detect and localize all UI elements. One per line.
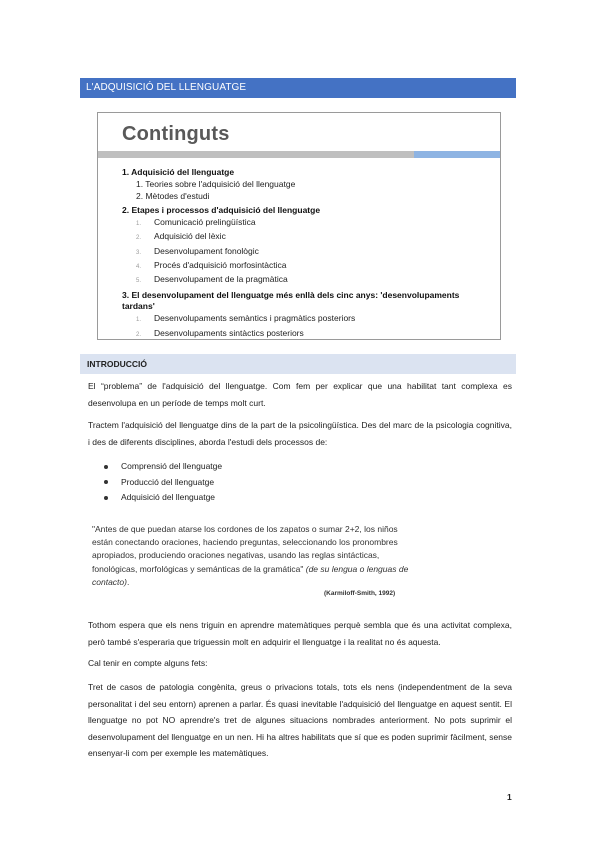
toc-item-label: Comunicació prelingüística — [154, 217, 256, 227]
bullet-icon — [104, 480, 108, 484]
toc-section: 3. El desenvolupament del llenguatge més enllà dels cinc anys: 'desenvolupaments tardans' — [122, 290, 460, 312]
toc-item — [122, 245, 494, 259]
bullet-icon — [104, 465, 108, 469]
quote-text: "Antes de que puedan atarse los cordones de los zapatos o sumar 2+2, los niños están conectando oraciones, haciendo preguntas, seleccionando los pronombres apropiados, produciendo oraciones negativas, usando las reglas sintácticas, fonológicas, morfológicas y semánticas de la gramática" — [92, 524, 398, 574]
quote-emphasis: (de su lengua o lenguas de contacto) — [92, 563, 409, 587]
toc-item-number: 2. — [136, 235, 142, 242]
toc-item-label: Desenvolupaments sintàctics posteriors — [154, 327, 304, 338]
quote-citation: (Karmiloff-Smith, 1992) — [324, 590, 396, 597]
toc-item-label: Procés d'adquisició morfosintàctica — [154, 259, 287, 270]
toc-item-number: 1. — [136, 317, 142, 324]
toc-item — [122, 327, 494, 341]
body-paragraph-5: Tret de casos de patologia congènita, greus o privacions totals, tots els nens (independentment de la seva personalitat i del seu entorn) aprenen a parlar. És quasi inevitable l'adquisició del llenguatge en aquest sentit. El llenguatge no pot NO aprendre's tret de algunes situacions nombrades anteriorment. No pots suprimir el desenvolupament del llenguatge en un nen. Hi ha altres habilitats que sí que es poden suprimir fàcilment, sense ensenyar-li com per exemple les matemàtiques. — [88, 682, 512, 758]
list-item-label: Adquisició del llenguatge — [121, 492, 216, 502]
table-of-contents — [122, 167, 494, 341]
toc-item — [122, 259, 494, 273]
toc-item — [122, 216, 494, 230]
page-number: 1 — [507, 792, 512, 802]
toc-item-label: Desenvolupament fonològic — [154, 245, 259, 256]
toc-item — [122, 230, 494, 244]
toc-item-number: 2. — [136, 331, 142, 338]
list-item-label: Comprensió del llenguatge — [121, 461, 223, 471]
list-item — [104, 490, 222, 506]
body-paragraph-4: Cal tenir en compte alguns fets: — [88, 658, 208, 668]
toc-item-label: Adquisició del lèxic — [154, 231, 226, 242]
slide-title: Continguts — [122, 123, 230, 145]
slide-title-rule — [98, 151, 500, 158]
toc-item-label: Desenvolupaments semàntics i pragmàtics posteriors — [154, 313, 356, 324]
quote-block — [92, 523, 410, 589]
body-paragraph-3: Tothom espera que els nens triguin en aprendre matemàtiques perquè sembla que és una activitat complexa, però també s'esperaria que triguessin molt en adquirir el llenguatge i la realitat no és aquesta. — [88, 620, 512, 647]
toc-item: 2. Mètodes d'estudi — [136, 191, 210, 201]
toc-item — [122, 273, 494, 287]
document-header — [80, 78, 516, 98]
toc-item-number: 1. — [136, 221, 142, 227]
toc-item-number: 4. — [136, 263, 142, 270]
section-title: INTRODUCCIÓ — [87, 359, 147, 369]
document-title: L'ADQUISICIÓ DEL LLENGUATGE — [86, 82, 247, 93]
list-item — [104, 459, 222, 475]
list-item — [104, 475, 222, 491]
list-item-label: Producció del llenguatge — [121, 476, 215, 487]
toc-section: 2. Etapes i processos d'adquisició del llenguatge — [122, 205, 321, 215]
bullet-list — [104, 459, 222, 506]
toc-item: 1. Teories sobre l'adquisició del llenguatge — [136, 179, 296, 189]
toc-item — [122, 312, 494, 326]
intro-paragraph-1: El “problema” de l'adquisició del llenguatge. Com fem per explicar que una habilitat tant complexa es desenvolupa en un període de temps molt curt. — [88, 381, 512, 408]
toc-item-number: 5. — [136, 278, 142, 285]
intro-paragraph-2: Tractem l'adquisició del llenguatge dins de la part de la psicolingüística. Des del marc de la psicologia cognitiva, i des de diferents disciplines, aborda l'estudi dels processos de: — [88, 420, 512, 447]
toc-item-number: 3. — [136, 249, 142, 256]
bullet-icon — [104, 496, 108, 500]
toc-section: 1. Adquisició del llenguatge — [122, 167, 235, 177]
toc-item-label: Desenvolupament de la pragmàtica — [154, 274, 288, 285]
slide-image — [97, 112, 501, 340]
section-heading — [80, 354, 516, 374]
quote-end: . — [126, 576, 130, 587]
